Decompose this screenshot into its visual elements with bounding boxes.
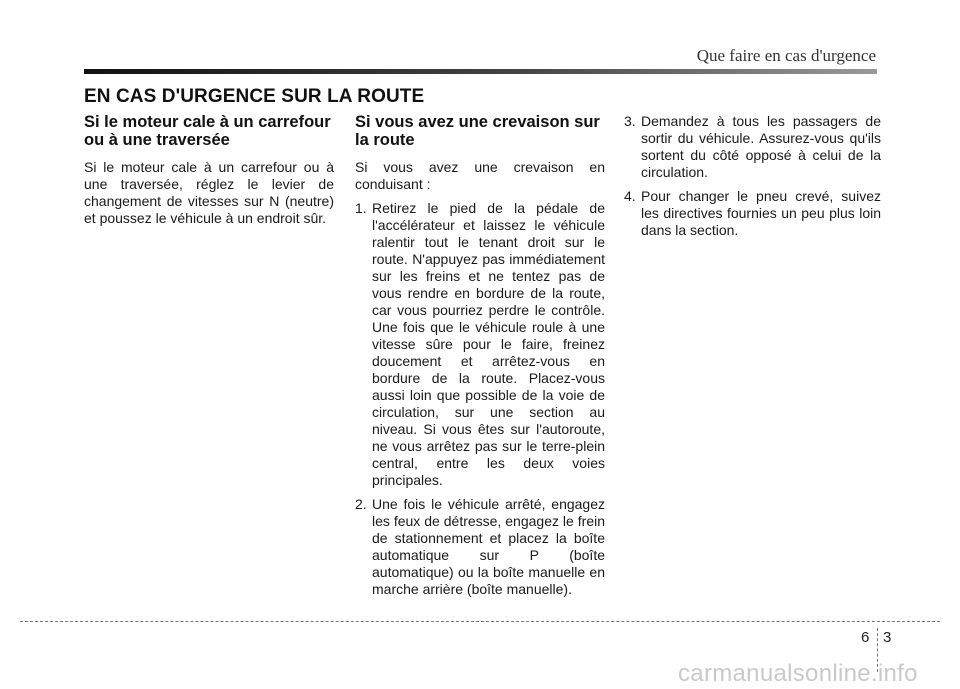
- section-title: EN CAS D'URGENCE SUR LA ROUTE: [84, 86, 425, 107]
- watermark: carmanualsonline.info: [678, 660, 918, 687]
- page-number: 3: [883, 629, 892, 646]
- list-item: [355, 200, 605, 489]
- list-item: [624, 113, 881, 181]
- column-2: [355, 113, 605, 605]
- footer-divider: [20, 621, 940, 622]
- list-item-text: Une fois le véhicule arrêté, engagez les feux de détresse, engagez le frein de stationnement et placez la boîte automatique sur P (boîte automatique) ou la boîte manuelle en marche arrière (boîte manuelle).: [372, 496, 605, 597]
- list-item-number: 2.: [355, 496, 367, 512]
- stall-heading: Si le moteur cale à un carrefour ou à une traversée: [84, 113, 331, 149]
- list-item-text: Demandez à tous les passagers de sortir du véhicule. Assurez-vous qu'ils sortent du côté opposé à celui de la circulation.: [641, 113, 881, 180]
- flat-tire-intro: Si vous avez une crevaison en conduisant :: [355, 159, 605, 192]
- column-1: [84, 113, 334, 234]
- column-3: [624, 113, 881, 246]
- list-item-number: 3.: [624, 113, 636, 129]
- list-item-number: 4.: [624, 188, 636, 204]
- list-item: [355, 496, 605, 598]
- list-item-text: Pour changer le pneu crevé, suivez les directives fournies un peu plus loin dans la section.: [641, 188, 881, 238]
- list-item: [624, 188, 881, 239]
- page-header-title: Que faire en cas d'urgence: [696, 46, 876, 65]
- header-rule: [84, 69, 877, 74]
- flat-tire-heading: Si vous avez une crevaison sur la route: [355, 113, 600, 149]
- list-item-number: 1.: [355, 200, 367, 216]
- stall-paragraph: Si le moteur cale à un carrefour ou à une traversée, réglez le levier de changement de vitesses sur N (neutre) et poussez le véhicule à un endroit sûr.: [84, 159, 334, 226]
- list-item-text: Retirez le pied de la pédale de l'accélérateur et laissez le véhicule ralentir tout le tenant droit sur le route. N'appuyez pas immédiatement sur les freins et ne tentez pas de vous rendre en bordure de la route, car vous pourriez perdre le contrôle. Une fois que le véhicule roule à une vitesse sûre pour le faire, freinez doucement et arrêtez-vous en bordure de la route. Placez-vous aussi loin que possible de la voie de circulation, sur une section au niveau. Si vous êtes sur l'autoroute, ne vous arrêtez pas sur le terre-plein central, entre les deux voies principales.: [372, 200, 605, 488]
- chapter-number: 6: [861, 629, 870, 646]
- flat-tire-steps: [355, 200, 605, 598]
- flat-tire-steps-continued: [624, 113, 881, 239]
